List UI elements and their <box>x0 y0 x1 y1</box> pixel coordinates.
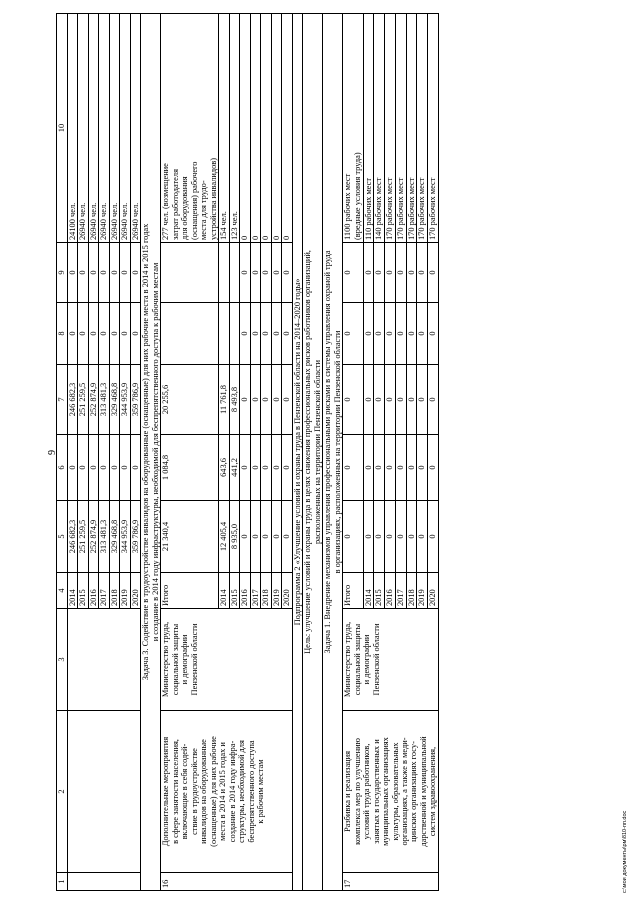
cell-c10: 0 <box>271 14 281 243</box>
header-col-7: 7 <box>57 365 68 435</box>
cell-c5: 0 <box>428 501 439 573</box>
cell-c7: 246 682,3 <box>68 365 78 435</box>
cell-c6: 0 <box>250 435 260 501</box>
cell-c9: 0 <box>395 243 406 303</box>
blank-cell <box>68 873 141 891</box>
cell-c6: 441,2 <box>229 435 239 501</box>
cell-year: Итого <box>161 573 219 609</box>
cell-c8: 0 <box>428 303 439 365</box>
header-col-3: 3 <box>57 609 68 711</box>
cell-c9: 0 <box>261 243 271 303</box>
cell-year: 2015 <box>374 573 385 609</box>
cell-c5: 359 786,9 <box>130 501 140 573</box>
cell-c6: 0 <box>109 435 119 501</box>
cell-c5: 0 <box>385 501 396 573</box>
cell-c5: 0 <box>363 501 374 573</box>
cell-c10: 170 рабочих мест <box>395 14 406 243</box>
cell-c6: 643,6 <box>219 435 229 501</box>
subprogram2-heading-text: Подпрограмма 2 «Улучшение условий и охраны труда в Пензенской области на 2014–2020 годы» <box>292 14 302 891</box>
cell-c8: 0 <box>240 303 250 365</box>
cell-year: 2018 <box>109 573 119 609</box>
cell-c10: 0 <box>261 14 271 243</box>
row17-number: 17 <box>343 873 439 891</box>
cell-year: 2020 <box>428 573 439 609</box>
header-col-6: 6 <box>57 435 68 501</box>
cell-c6: 0 <box>120 435 130 501</box>
cell-c5: 0 <box>343 501 364 573</box>
row16-number: 16 <box>161 873 292 891</box>
cell-c10: 170 рабочих мест <box>428 14 439 243</box>
cell-c5: 0 <box>417 501 428 573</box>
cell-c5: 12 405,4 <box>219 501 229 573</box>
program-table <box>56 13 439 891</box>
cell-c5: 0 <box>250 501 260 573</box>
cell-c8: 0 <box>88 303 98 365</box>
cell-c8: 0 <box>68 303 78 365</box>
cell-c7: 0 <box>363 365 374 435</box>
cell-c9: 0 <box>109 243 119 303</box>
blank-cell <box>68 711 141 873</box>
cell-year: 2019 <box>120 573 130 609</box>
cell-c9: 0 <box>363 243 374 303</box>
cell-c8: 0 <box>406 303 417 365</box>
cell-c5: 8 935,0 <box>229 501 239 573</box>
cell-c9: 0 <box>385 243 396 303</box>
cell-c9: 0 <box>417 243 428 303</box>
cell-c9: 0 <box>130 243 140 303</box>
table-body <box>57 14 439 891</box>
cell-year: 2017 <box>99 573 109 609</box>
cell-c5: 0 <box>406 501 417 573</box>
cell-c7: 0 <box>428 365 439 435</box>
cell-c10: 26940 чел. <box>78 14 88 243</box>
cell-c7: 0 <box>406 365 417 435</box>
cell-c7: 0 <box>395 365 406 435</box>
cell-c6: 0 <box>406 435 417 501</box>
cell-year: 2016 <box>240 573 250 609</box>
header-col-10: 10 <box>57 14 68 243</box>
cell-c7: 359 786,9 <box>130 365 140 435</box>
cell-c8: 0 <box>250 303 260 365</box>
cell-c6: 1 084,8 <box>161 435 219 501</box>
cell-c5: 252 874,9 <box>88 501 98 573</box>
cell-c10: 26940 чел. <box>130 14 140 243</box>
cell-year: 2014 <box>363 573 374 609</box>
cell-c6: 0 <box>343 435 364 501</box>
cell-c6: 0 <box>385 435 396 501</box>
table-row <box>343 14 364 891</box>
cell-c10: 140 рабочих мест <box>374 14 385 243</box>
cell-c10: 0 <box>240 14 250 243</box>
cell-c5: 0 <box>271 501 281 573</box>
cell-c6: 0 <box>395 435 406 501</box>
cell-c5: 313 481,3 <box>99 501 109 573</box>
cell-year: 2016 <box>88 573 98 609</box>
cell-c9: 0 <box>78 243 88 303</box>
row17-executor: Министерство труда, социальной защиты и демографии Пензенской области <box>343 609 439 711</box>
cell-c7: 251 259,5 <box>78 365 88 435</box>
task1-heading <box>323 14 343 891</box>
cell-c6: 0 <box>428 435 439 501</box>
cell-c5: 0 <box>240 501 250 573</box>
cell-c8 <box>229 303 239 365</box>
cell-c6: 0 <box>363 435 374 501</box>
cell-c7: 313 481,3 <box>99 365 109 435</box>
cell-year: 2018 <box>261 573 271 609</box>
table-row <box>161 14 219 891</box>
blank-cell <box>68 609 141 711</box>
cell-c9: 0 <box>68 243 78 303</box>
cell-c10: 1100 рабочих мест (вредные условия труда) <box>343 14 364 243</box>
cell-c8: 0 <box>120 303 130 365</box>
cell-c5: 329 468,8 <box>109 501 119 573</box>
cell-c7: 0 <box>271 365 281 435</box>
cell-c8 <box>161 303 219 365</box>
cell-c8: 0 <box>109 303 119 365</box>
header-col-8: 8 <box>57 303 68 365</box>
task3-heading <box>141 14 161 891</box>
cell-c10: 26940 чел. <box>88 14 98 243</box>
cell-c6: 0 <box>374 435 385 501</box>
cell-year: 2016 <box>385 573 396 609</box>
cell-c5: 0 <box>395 501 406 573</box>
row16-executor: Министерство труда, социальной защиты и демографии Пензенской области <box>161 609 292 711</box>
cell-c9: 0 <box>99 243 109 303</box>
cell-c10: 154 чел. <box>219 14 229 243</box>
cell-c8: 0 <box>343 303 364 365</box>
cell-c6: 0 <box>130 435 140 501</box>
footer-file-path: c:\мои документы\рм\810-пп.doc <box>622 810 628 893</box>
cell-c7: 344 953,9 <box>120 365 130 435</box>
cell-c10: 170 рабочих мест <box>406 14 417 243</box>
cell-c5: 0 <box>261 501 271 573</box>
cell-c5: 246 682,3 <box>68 501 78 573</box>
cell-c8: 0 <box>99 303 109 365</box>
cell-c9: 0 <box>250 243 260 303</box>
cell-c7: 0 <box>240 365 250 435</box>
cell-c6: 0 <box>417 435 428 501</box>
cell-c8: 0 <box>271 303 281 365</box>
cell-c7: 20 255,6 <box>161 365 219 435</box>
header-col-2: 2 <box>57 711 68 873</box>
cell-year: 2017 <box>250 573 260 609</box>
cell-c8: 0 <box>78 303 88 365</box>
cell-c8: 0 <box>363 303 374 365</box>
cell-c8: 0 <box>374 303 385 365</box>
cell-c8: 0 <box>261 303 271 365</box>
cell-c7: 0 <box>282 365 292 435</box>
cell-c8: 0 <box>282 303 292 365</box>
cell-c10: 26940 чел. <box>120 14 130 243</box>
cell-year: 2014 <box>219 573 229 609</box>
cell-year: 2015 <box>229 573 239 609</box>
cell-c8: 0 <box>417 303 428 365</box>
cell-year: 2019 <box>417 573 428 609</box>
cell-c10: 0 <box>250 14 260 243</box>
cell-c7: 329 468,8 <box>109 365 119 435</box>
cell-c9: 0 <box>428 243 439 303</box>
cell-c6: 0 <box>88 435 98 501</box>
goal-heading <box>303 14 323 891</box>
cell-c9: 0 <box>240 243 250 303</box>
header-row <box>57 14 68 891</box>
cell-c6: 0 <box>78 435 88 501</box>
cell-c10: 277 чел. (возмещение затрат работодателя для оборудования (оснащения) рабочего места для трудо- устройства инвалидов) <box>161 14 219 243</box>
cell-c6: 0 <box>261 435 271 501</box>
cell-year: Итого <box>343 573 364 609</box>
cell-c9: 0 <box>271 243 281 303</box>
cell-c9: 0 <box>374 243 385 303</box>
cell-year: 2020 <box>282 573 292 609</box>
cell-c6: 0 <box>99 435 109 501</box>
cell-year: 2015 <box>78 573 88 609</box>
cell-c10: 170 рабочих мест <box>417 14 428 243</box>
cell-c6: 0 <box>271 435 281 501</box>
cell-c5: 251 259,5 <box>78 501 88 573</box>
cell-c7: 0 <box>343 365 364 435</box>
header-col-1: 1 <box>57 873 68 891</box>
cell-c5: 0 <box>374 501 385 573</box>
cell-c6: 0 <box>240 435 250 501</box>
task3-heading-text: Задача 3. Содействие в трудоустройстве инвалидов на оборудованные (оснащенные) для них рабочие места в 2014 и 2015 годах и создание в 2014 году инфраструктуры, необходимой для беспрепятственного доступа к рабочим местам <box>141 14 161 891</box>
cell-c8 <box>219 303 229 365</box>
cell-c7: 8 493,8 <box>229 365 239 435</box>
cell-c7: 0 <box>417 365 428 435</box>
cell-year: 2014 <box>68 573 78 609</box>
cell-year: 2018 <box>406 573 417 609</box>
cell-c9: 0 <box>343 243 364 303</box>
cell-c10: 0 <box>282 14 292 243</box>
cell-c7: 252 874,9 <box>88 365 98 435</box>
goal-heading-text: Цель: улучшение условий и охраны труда в целях снижения профессиональных рисков работников организаций, расположенных на территории Пензенской области <box>303 14 323 891</box>
cell-c10: 24100 чел. <box>68 14 78 243</box>
cell-c9 <box>229 243 239 303</box>
cell-c10: 123 чел. <box>229 14 239 243</box>
cell-c5: 21 340,4 <box>161 501 219 573</box>
cell-c10: 26940 чел. <box>109 14 119 243</box>
cell-year: 2017 <box>395 573 406 609</box>
cell-year: 2020 <box>130 573 140 609</box>
cell-c9 <box>161 243 219 303</box>
cell-c9: 0 <box>406 243 417 303</box>
page-number: 9 <box>47 450 58 455</box>
cell-c7: 0 <box>374 365 385 435</box>
row16-description: Дополнительные мероприятия в сфере занятости населения, включающие в себя содей- ствие в трудоустройстве инвалидов на оборудованные (оснащенные) для них рабочие места в 2014 и 2015 годах и создание в 2014 году инфра- структуры, необходимой для беспрепятственного доступа к рабочим местам <box>161 711 292 873</box>
cell-c9: 0 <box>120 243 130 303</box>
cell-c10: 170 рабочих мест <box>385 14 396 243</box>
subprogram2-heading <box>292 14 302 891</box>
header-col-4: 4 <box>57 573 68 609</box>
cell-c9: 0 <box>282 243 292 303</box>
cell-c8: 0 <box>395 303 406 365</box>
cell-c7: 0 <box>385 365 396 435</box>
header-col-9: 9 <box>57 243 68 303</box>
cell-c7: 0 <box>261 365 271 435</box>
cell-c9: 0 <box>88 243 98 303</box>
table-row <box>68 14 78 891</box>
cell-c5: 344 953,9 <box>120 501 130 573</box>
cell-year: 2019 <box>271 573 281 609</box>
row17-description: Разбивка и реализация комплекса мер по улучшению условий труда работников, занятых в государственных и муниципальных организациях культуры, образовательных организациях, а также в меди- цинских организациях госу- дарственной и муниципальной систем здравоохранения, <box>343 711 439 873</box>
cell-c6: 0 <box>68 435 78 501</box>
cell-c8: 0 <box>385 303 396 365</box>
cell-c9 <box>219 243 229 303</box>
cell-c6: 0 <box>282 435 292 501</box>
task1-heading-text: Задача 1. Внедрение механизмов управления профессиональными рисками в системы управления охраной труда в организациях, расположенных на территории Пензенской области <box>323 14 343 891</box>
cell-c10: 110 рабочих мест <box>363 14 374 243</box>
cell-c5: 0 <box>282 501 292 573</box>
header-col-5: 5 <box>57 501 68 573</box>
cell-c7: 11 761,8 <box>219 365 229 435</box>
cell-c7: 0 <box>250 365 260 435</box>
cell-c8: 0 <box>130 303 140 365</box>
cell-c10: 26940 чел. <box>99 14 109 243</box>
